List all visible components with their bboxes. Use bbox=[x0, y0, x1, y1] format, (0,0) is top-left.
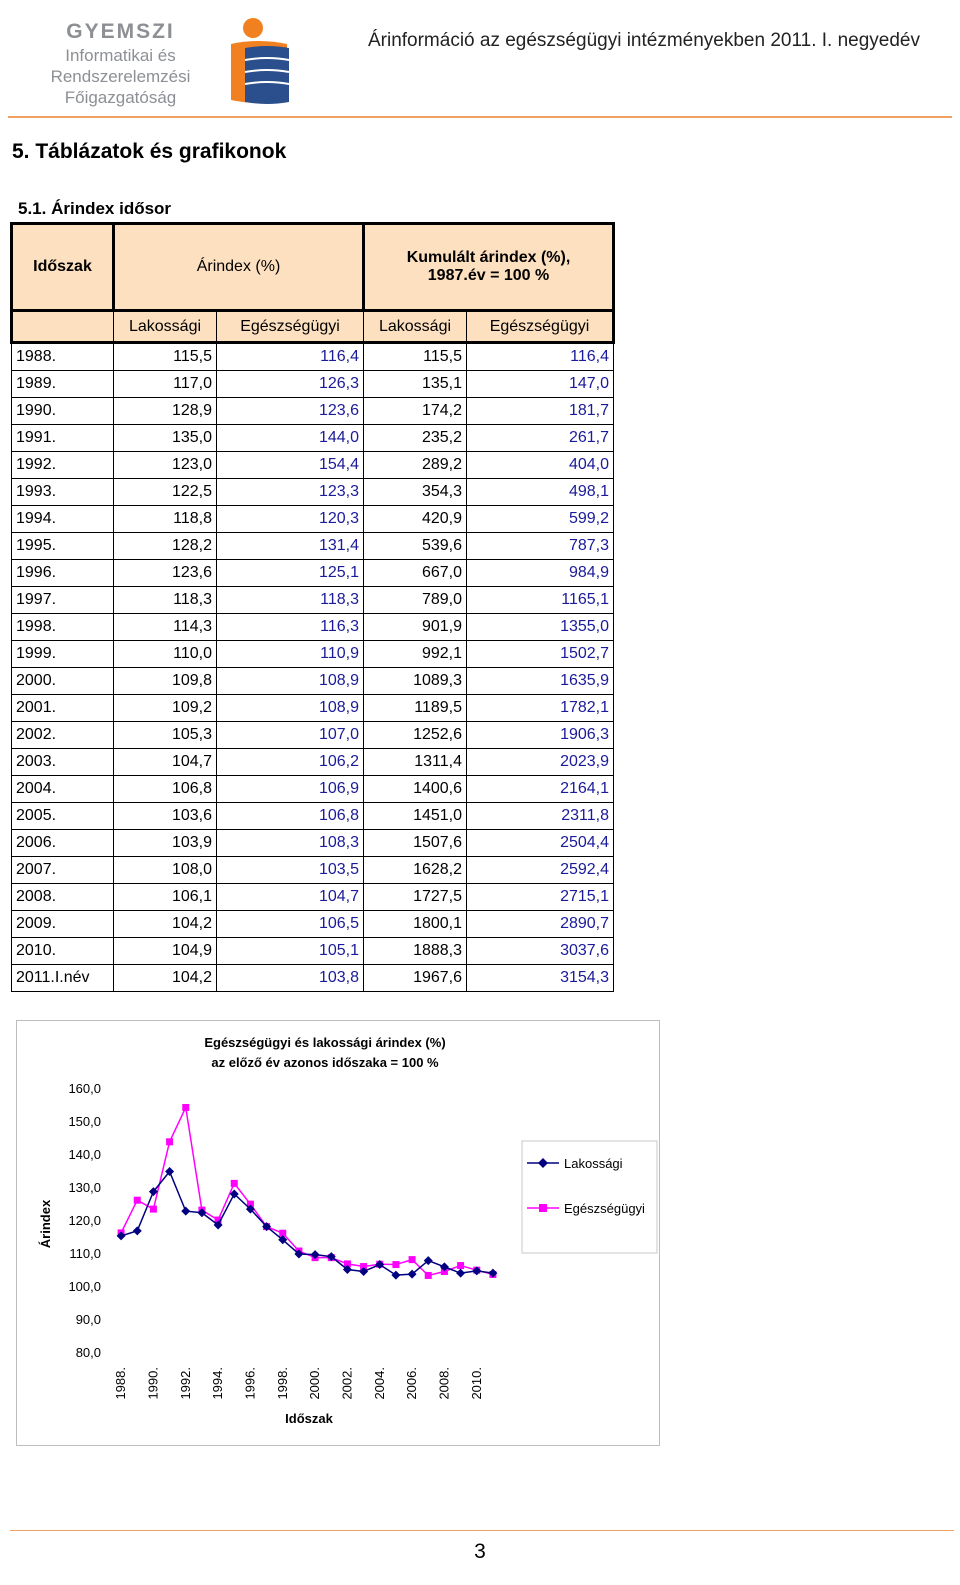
x-tick-label: 1994. bbox=[210, 1367, 226, 1400]
cell-egeszsegugyi: 120,3 bbox=[217, 506, 364, 533]
table-row bbox=[12, 857, 614, 884]
cell-cum-lakossagi: 235,2 bbox=[364, 425, 467, 452]
data-point-egeszsegugyi bbox=[150, 1206, 157, 1213]
chart-legend bbox=[522, 1141, 657, 1253]
y-tick-label: 120,0 bbox=[68, 1213, 101, 1228]
cell-cum-egeszsegugyi: 2023,9 bbox=[467, 749, 614, 776]
cell-period: 1998. bbox=[12, 614, 114, 641]
page-header bbox=[0, 0, 960, 120]
y-tick-label: 160,0 bbox=[68, 1081, 101, 1096]
cell-lakossagi: 104,2 bbox=[114, 911, 217, 938]
cell-cum-egeszsegugyi: 984,9 bbox=[467, 560, 614, 587]
table-row bbox=[12, 425, 614, 452]
cell-cum-lakossagi: 1089,3 bbox=[364, 668, 467, 695]
cell-egeszsegugyi: 154,4 bbox=[217, 452, 364, 479]
table-row bbox=[12, 533, 614, 560]
cell-cum-lakossagi: 420,9 bbox=[364, 506, 467, 533]
footer-divider bbox=[10, 1530, 954, 1531]
cell-lakossagi: 135,0 bbox=[114, 425, 217, 452]
cell-egeszsegugyi: 105,1 bbox=[217, 938, 364, 965]
cell-lakossagi: 128,2 bbox=[114, 533, 217, 560]
cell-cum-lakossagi: 992,1 bbox=[364, 641, 467, 668]
y-tick-label: 80,0 bbox=[75, 1345, 101, 1360]
cell-cum-lakossagi: 901,9 bbox=[364, 614, 467, 641]
cell-lakossagi: 103,6 bbox=[114, 803, 217, 830]
cell-period: 1995. bbox=[12, 533, 114, 560]
section-title: 5. Táblázatok és grafikonok bbox=[12, 140, 287, 163]
chart-title-line-2: az előző év azonos időszaka = 100 % bbox=[211, 1055, 439, 1070]
cell-period: 2001. bbox=[12, 695, 114, 722]
table-row bbox=[12, 803, 614, 830]
cell-egeszsegugyi: 107,0 bbox=[217, 722, 364, 749]
document-title: Árinformáció az egészségügyi intézményekben 2011. I. negyedév bbox=[367, 30, 920, 51]
cell-period: 1988. bbox=[12, 343, 114, 371]
table-row bbox=[12, 884, 614, 911]
cell-cum-lakossagi: 289,2 bbox=[364, 452, 467, 479]
cell-egeszsegugyi: 106,8 bbox=[217, 803, 364, 830]
table-row bbox=[12, 479, 614, 506]
cell-egeszsegugyi: 118,3 bbox=[217, 587, 364, 614]
column-header-cum-egeszsegugyi: Egészségügyi bbox=[467, 311, 614, 343]
cell-period: 2009. bbox=[12, 911, 114, 938]
cell-cum-egeszsegugyi: 2504,4 bbox=[467, 830, 614, 857]
table-row bbox=[12, 722, 614, 749]
cell-cum-lakossagi: 354,3 bbox=[364, 479, 467, 506]
cell-cum-egeszsegugyi: 261,7 bbox=[467, 425, 614, 452]
logo-line-2: Rendszerelemzési bbox=[50, 67, 191, 86]
legend-marker-egeszsegugyi bbox=[539, 1204, 547, 1212]
column-header-period: Időszak bbox=[12, 224, 114, 311]
cell-cum-egeszsegugyi: 2164,1 bbox=[467, 776, 614, 803]
cell-lakossagi: 104,2 bbox=[114, 965, 217, 992]
y-tick-label: 90,0 bbox=[75, 1312, 101, 1327]
cell-period: 2011.I.név bbox=[12, 965, 114, 992]
gyemszi-logo bbox=[18, 12, 298, 107]
column-header-cum-lakossagi: Lakossági bbox=[364, 311, 467, 343]
cell-period: 1997. bbox=[12, 587, 114, 614]
cell-egeszsegugyi: 104,7 bbox=[217, 884, 364, 911]
x-tick-label: 2008. bbox=[436, 1367, 452, 1400]
column-header-empty bbox=[12, 311, 114, 343]
series-line-egeszsegugyi bbox=[121, 1107, 493, 1275]
cell-lakossagi: 104,9 bbox=[114, 938, 217, 965]
table-row bbox=[12, 749, 614, 776]
cell-cum-egeszsegugyi: 116,4 bbox=[467, 343, 614, 371]
cell-period: 2003. bbox=[12, 749, 114, 776]
y-tick-label: 150,0 bbox=[68, 1114, 101, 1129]
x-tick-label: 2002. bbox=[339, 1367, 355, 1400]
table-body bbox=[12, 343, 614, 992]
cell-egeszsegugyi: 125,1 bbox=[217, 560, 364, 587]
cell-lakossagi: 122,5 bbox=[114, 479, 217, 506]
x-tick-label: 1998. bbox=[274, 1367, 290, 1400]
cell-cum-egeszsegugyi: 2311,8 bbox=[467, 803, 614, 830]
table-row bbox=[12, 371, 614, 398]
data-point-egeszsegugyi bbox=[425, 1272, 432, 1279]
x-tick-label: 2000. bbox=[307, 1367, 323, 1400]
cell-cum-lakossagi: 1727,5 bbox=[364, 884, 467, 911]
cumulative-header-line-1: Kumulált árindex (%), bbox=[406, 249, 571, 266]
cell-egeszsegugyi: 108,9 bbox=[217, 668, 364, 695]
cell-cum-egeszsegugyi: 1355,0 bbox=[467, 614, 614, 641]
cell-cum-egeszsegugyi: 404,0 bbox=[467, 452, 614, 479]
data-point-egeszsegugyi bbox=[409, 1256, 416, 1263]
cell-cum-lakossagi: 1252,6 bbox=[364, 722, 467, 749]
cell-lakossagi: 105,3 bbox=[114, 722, 217, 749]
cell-egeszsegugyi: 110,9 bbox=[217, 641, 364, 668]
cell-period: 2002. bbox=[12, 722, 114, 749]
cell-lakossagi: 118,3 bbox=[114, 587, 217, 614]
cell-lakossagi: 128,9 bbox=[114, 398, 217, 425]
data-point-lakossagi bbox=[456, 1269, 465, 1278]
cell-period: 1991. bbox=[12, 425, 114, 452]
table-row bbox=[12, 695, 614, 722]
logo-mark-icon bbox=[223, 14, 295, 106]
data-point-egeszsegugyi bbox=[134, 1197, 141, 1204]
cell-cum-lakossagi: 1311,4 bbox=[364, 749, 467, 776]
price-index-table bbox=[10, 222, 615, 992]
chart-title-line-1: Egészségügyi és lakossági árindex (%) bbox=[204, 1035, 446, 1050]
cell-cum-egeszsegugyi: 787,3 bbox=[467, 533, 614, 560]
table-row bbox=[12, 965, 614, 992]
cell-cum-egeszsegugyi: 1906,3 bbox=[467, 722, 614, 749]
y-axis-ticks bbox=[68, 1081, 101, 1360]
table-row bbox=[12, 398, 614, 425]
cell-cum-lakossagi: 174,2 bbox=[364, 398, 467, 425]
price-index-chart bbox=[16, 1020, 660, 1446]
x-tick-label: 2004. bbox=[371, 1367, 387, 1400]
x-tick-label: 1988. bbox=[113, 1367, 129, 1400]
cell-egeszsegugyi: 108,9 bbox=[217, 695, 364, 722]
cell-cum-egeszsegugyi: 1165,1 bbox=[467, 587, 614, 614]
cell-lakossagi: 117,0 bbox=[114, 371, 217, 398]
cell-cum-lakossagi: 667,0 bbox=[364, 560, 467, 587]
cell-egeszsegugyi: 103,5 bbox=[217, 857, 364, 884]
cell-period: 1993. bbox=[12, 479, 114, 506]
cell-egeszsegugyi: 106,9 bbox=[217, 776, 364, 803]
y-tick-label: 130,0 bbox=[68, 1180, 101, 1195]
cell-cum-lakossagi: 1400,6 bbox=[364, 776, 467, 803]
data-point-egeszsegugyi bbox=[392, 1261, 399, 1268]
data-point-egeszsegugyi bbox=[166, 1138, 173, 1145]
cell-period: 2006. bbox=[12, 830, 114, 857]
logo-line-1: Informatikai és bbox=[65, 46, 176, 65]
table-row bbox=[12, 938, 614, 965]
cell-cum-egeszsegugyi: 599,2 bbox=[467, 506, 614, 533]
cell-egeszsegugyi: 123,6 bbox=[217, 398, 364, 425]
table-row bbox=[12, 452, 614, 479]
table-row bbox=[12, 506, 614, 533]
cell-period: 2007. bbox=[12, 857, 114, 884]
page-number: 3 bbox=[474, 1540, 486, 1563]
logo-line-3: Főigazgatóság bbox=[64, 88, 177, 107]
cell-cum-egeszsegugyi: 1635,9 bbox=[467, 668, 614, 695]
column-header-egeszsegugyi: Egészségügyi bbox=[217, 311, 364, 343]
legend-label-lakossagi: Lakossági bbox=[564, 1156, 623, 1171]
chart-canvas bbox=[17, 1021, 659, 1445]
series-layer bbox=[117, 1104, 498, 1280]
cell-egeszsegugyi: 126,3 bbox=[217, 371, 364, 398]
data-point-egeszsegugyi bbox=[457, 1262, 464, 1269]
cell-lakossagi: 123,0 bbox=[114, 452, 217, 479]
cell-cum-egeszsegugyi: 3154,3 bbox=[467, 965, 614, 992]
cell-cum-lakossagi: 1628,2 bbox=[364, 857, 467, 884]
cell-cum-egeszsegugyi: 181,7 bbox=[467, 398, 614, 425]
table-row bbox=[12, 641, 614, 668]
cell-period: 1999. bbox=[12, 641, 114, 668]
y-tick-label: 110,0 bbox=[69, 1246, 101, 1261]
cell-cum-egeszsegugyi: 2592,4 bbox=[467, 857, 614, 884]
cell-egeszsegugyi: 108,3 bbox=[217, 830, 364, 857]
cell-cum-lakossagi: 539,6 bbox=[364, 533, 467, 560]
x-axis-ticks bbox=[113, 1367, 484, 1400]
data-point-egeszsegugyi bbox=[182, 1104, 189, 1111]
cell-period: 2010. bbox=[12, 938, 114, 965]
cell-cum-egeszsegugyi: 147,0 bbox=[467, 371, 614, 398]
cell-lakossagi: 109,8 bbox=[114, 668, 217, 695]
cell-period: 1992. bbox=[12, 452, 114, 479]
cell-cum-lakossagi: 1451,0 bbox=[364, 803, 467, 830]
y-tick-label: 140,0 bbox=[68, 1147, 101, 1162]
data-point-lakossagi bbox=[391, 1271, 400, 1280]
cell-lakossagi: 118,8 bbox=[114, 506, 217, 533]
cell-period: 1990. bbox=[12, 398, 114, 425]
cell-cum-lakossagi: 1507,6 bbox=[364, 830, 467, 857]
cell-cum-egeszsegugyi: 2890,7 bbox=[467, 911, 614, 938]
legend-label-egeszsegugyi: Egészségügyi bbox=[564, 1201, 645, 1216]
x-tick-label: 2010. bbox=[468, 1367, 484, 1400]
cell-cum-lakossagi: 115,5 bbox=[364, 343, 467, 371]
table-row bbox=[12, 343, 614, 371]
series-line-lakossagi bbox=[121, 1172, 493, 1276]
cell-egeszsegugyi: 106,2 bbox=[217, 749, 364, 776]
cell-period: 1994. bbox=[12, 506, 114, 533]
cell-lakossagi: 103,9 bbox=[114, 830, 217, 857]
cell-lakossagi: 104,7 bbox=[114, 749, 217, 776]
cell-lakossagi: 106,1 bbox=[114, 884, 217, 911]
cell-cum-egeszsegugyi: 1502,7 bbox=[467, 641, 614, 668]
cell-cum-lakossagi: 135,1 bbox=[364, 371, 467, 398]
cell-period: 1989. bbox=[12, 371, 114, 398]
cell-lakossagi: 106,8 bbox=[114, 776, 217, 803]
cell-cum-lakossagi: 789,0 bbox=[364, 587, 467, 614]
cell-egeszsegugyi: 116,3 bbox=[217, 614, 364, 641]
cell-period: 2008. bbox=[12, 884, 114, 911]
cell-period: 2000. bbox=[12, 668, 114, 695]
cell-period: 2005. bbox=[12, 803, 114, 830]
x-tick-label: 1990. bbox=[145, 1367, 161, 1400]
cell-cum-egeszsegugyi: 1782,1 bbox=[467, 695, 614, 722]
cell-cum-egeszsegugyi: 498,1 bbox=[467, 479, 614, 506]
cell-cum-lakossagi: 1800,1 bbox=[364, 911, 467, 938]
header-divider bbox=[8, 116, 952, 118]
x-tick-label: 2006. bbox=[404, 1367, 420, 1400]
logo-name: GYEMSZI bbox=[66, 20, 175, 43]
y-axis-label: Árindex bbox=[38, 1199, 53, 1249]
table-row bbox=[12, 830, 614, 857]
cell-lakossagi: 110,0 bbox=[114, 641, 217, 668]
data-point-egeszsegugyi bbox=[231, 1180, 238, 1187]
cell-cum-egeszsegugyi: 2715,1 bbox=[467, 884, 614, 911]
x-tick-label: 1992. bbox=[177, 1367, 193, 1400]
x-tick-label: 1996. bbox=[242, 1367, 258, 1400]
cell-cum-lakossagi: 1888,3 bbox=[364, 938, 467, 965]
cell-lakossagi: 123,6 bbox=[114, 560, 217, 587]
x-axis-label: Időszak bbox=[285, 1411, 333, 1426]
cell-egeszsegugyi: 123,3 bbox=[217, 479, 364, 506]
data-point-lakossagi bbox=[133, 1226, 142, 1235]
cell-cum-egeszsegugyi: 3037,6 bbox=[467, 938, 614, 965]
cell-egeszsegugyi: 131,4 bbox=[217, 533, 364, 560]
cell-period: 1996. bbox=[12, 560, 114, 587]
cell-lakossagi: 109,2 bbox=[114, 695, 217, 722]
cell-cum-lakossagi: 1967,6 bbox=[364, 965, 467, 992]
cell-lakossagi: 114,3 bbox=[114, 614, 217, 641]
table-row bbox=[12, 614, 614, 641]
table-row bbox=[12, 911, 614, 938]
cumulative-header-line-2: 1987.év = 100 % bbox=[427, 267, 550, 284]
column-group-index: Árindex (%) bbox=[114, 224, 364, 311]
table-row bbox=[12, 587, 614, 614]
table-row bbox=[12, 776, 614, 803]
cell-cum-lakossagi: 1189,5 bbox=[364, 695, 467, 722]
cell-egeszsegugyi: 144,0 bbox=[217, 425, 364, 452]
column-header-lakossagi: Lakossági bbox=[114, 311, 217, 343]
table-row bbox=[12, 560, 614, 587]
cell-lakossagi: 115,5 bbox=[114, 343, 217, 371]
y-tick-label: 100,0 bbox=[68, 1279, 101, 1294]
column-group-cumulative bbox=[364, 224, 614, 311]
cell-period: 2004. bbox=[12, 776, 114, 803]
data-point-lakossagi bbox=[181, 1207, 190, 1216]
cell-egeszsegugyi: 106,5 bbox=[217, 911, 364, 938]
subsection-title: 5.1. Árindex idősor bbox=[18, 199, 172, 218]
table-row bbox=[12, 668, 614, 695]
cell-egeszsegugyi: 116,4 bbox=[217, 343, 364, 371]
cell-lakossagi: 108,0 bbox=[114, 857, 217, 884]
cell-egeszsegugyi: 103,8 bbox=[217, 965, 364, 992]
